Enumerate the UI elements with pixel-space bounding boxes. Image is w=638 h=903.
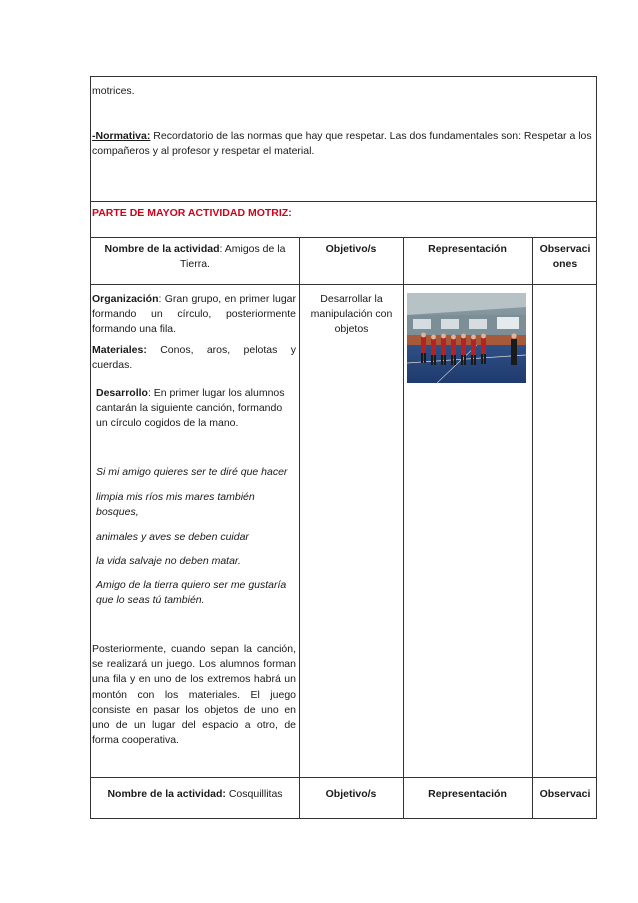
activity2-name-label: Nombre de la actividad: xyxy=(107,788,226,800)
normativa-label: -Normativa: xyxy=(92,130,151,142)
row-divider-1 xyxy=(90,201,597,202)
activity1-name-value: : Amigos de la Tierra. xyxy=(180,243,286,271)
materiales-label: Materiales: xyxy=(92,344,147,356)
activity1-observations-header: Observaciones xyxy=(539,243,591,271)
table-left-border xyxy=(90,76,91,819)
row-divider-3 xyxy=(90,284,597,285)
activity1-representation-header: Representación xyxy=(428,243,507,255)
col-divider-3 xyxy=(532,237,533,818)
col-divider-2 xyxy=(403,237,404,818)
song-line: animales y aves se deben cuidar xyxy=(96,531,249,543)
materiales-text: Conos, aros, pelotas y cuerdas. xyxy=(92,344,296,372)
posterior-paragraph: Posteriormente, cuando sepan la canción, se realizará un juego. Los alumnos forman una fila y en uno de los extremos habrá un montón con los materiales. El juego consiste en pasar los objetos de uno en uno de un lugar del espacio a otro, de forma cooperativa. xyxy=(92,643,296,747)
desarrollo-label: Desarrollo xyxy=(96,387,148,399)
activity2-name-value: Cosquillitas xyxy=(225,788,283,800)
desarrollo-text: : En primer lugar los alumnos cantarán la siguiente canción, formando un círculo cogidos de la mano. xyxy=(96,387,285,430)
activity2-name-header xyxy=(94,787,296,802)
activity1-name-header xyxy=(94,242,296,272)
table-top-border xyxy=(90,76,597,77)
row-divider-4 xyxy=(90,777,597,778)
row-divider-2 xyxy=(90,237,597,238)
activity2-representation-header: Representación xyxy=(428,788,507,800)
activity-photo xyxy=(407,293,526,383)
song-line: Si mi amigo quieres ser te diré que hacer xyxy=(96,466,288,478)
table-bottom-border xyxy=(90,818,597,819)
activity2-objective-header: Objetivo/s xyxy=(325,788,377,800)
section-title: PARTE DE MAYOR ACTIVIDAD MOTRIZ: xyxy=(92,207,292,219)
organizacion-paragraph xyxy=(92,292,296,338)
song-line: limpia mis ríos mis mares también bosques, xyxy=(96,491,255,519)
activity1-objective-text: Desarrollar la manipulación con objetos xyxy=(310,293,393,336)
song-line: la vida salvaje no deben matar. xyxy=(96,555,241,567)
col-divider-1 xyxy=(299,237,300,818)
top-text: motrices. xyxy=(92,85,135,97)
activity1-name-label: Nombre de la actividad xyxy=(104,243,220,255)
activity1-objective-header: Objetivo/s xyxy=(325,243,377,255)
materiales-paragraph xyxy=(92,343,296,373)
normativa-paragraph xyxy=(92,129,594,159)
organizacion-label: Organización xyxy=(92,293,159,305)
normativa-text: Recordatorio de las normas que hay que respetar. Las dos fundamentales son: Respetar a los compañeros y al profesor y respetar el material. xyxy=(92,130,592,158)
song-line: Amigo de la tierra quiero ser me gustaría que lo seas tú también. xyxy=(96,579,287,607)
organizacion-text: : Gran grupo, en primer lugar formando un círculo, posteriormente formando una fila. xyxy=(92,293,296,336)
gym-scene-image xyxy=(407,293,526,383)
table-right-border xyxy=(596,76,597,819)
activity2-observations-header: Observaci xyxy=(539,788,591,800)
desarrollo-paragraph xyxy=(96,386,296,432)
